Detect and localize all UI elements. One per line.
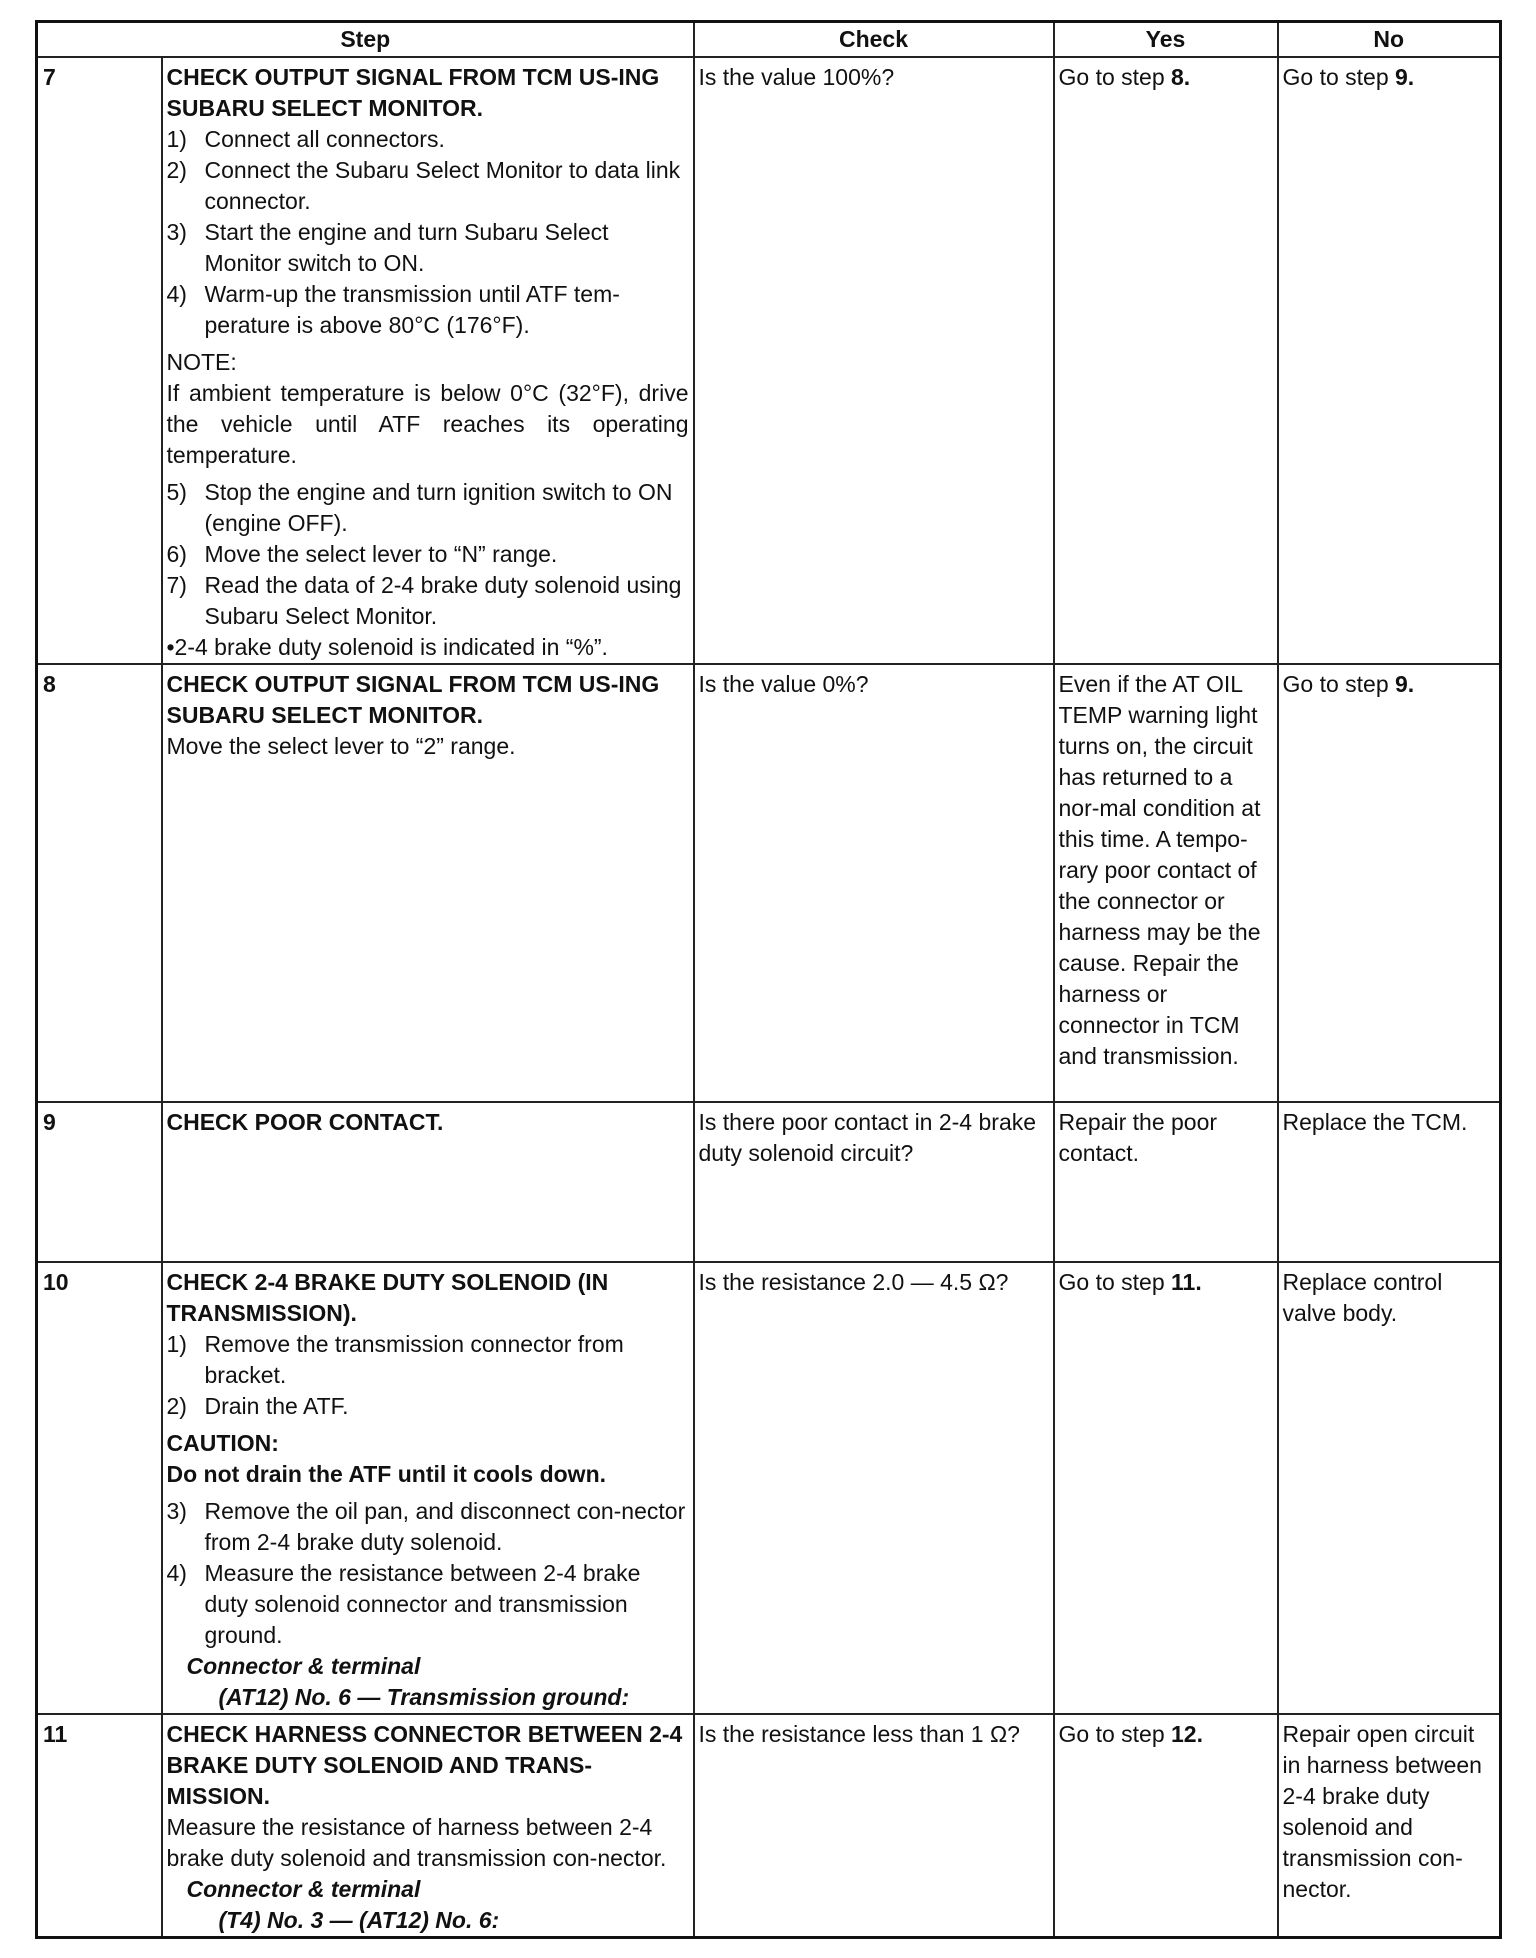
connector-label: Connector & terminal [186, 1653, 421, 1679]
step-reference: 11. [1171, 1269, 1202, 1295]
yes-text: Go to step [1058, 1721, 1172, 1747]
list-number: 1) [166, 1331, 187, 1357]
step-cell [162, 1262, 694, 1714]
no-text: Go to step [1282, 671, 1396, 697]
note-label: NOTE: [166, 349, 237, 375]
caution-text: Do not drain the ATF until it cools down. [166, 1461, 607, 1487]
list-number: 4) [166, 1560, 187, 1586]
list-item [167, 124, 689, 155]
table-row-step-8 [37, 664, 1501, 1102]
no-cell: Replace control valve body. [1278, 1262, 1501, 1714]
list-text: Warm-up the transmission until ATF tem-perature is above 80°C (176°F). [204, 281, 620, 338]
list-text: Measure the resistance between 2-4 brake duty solenoid connector and transmission ground. [204, 1560, 641, 1648]
bullet-text: •2-4 brake duty solenoid is indicated in “%”. [166, 634, 608, 660]
header-row [37, 22, 1501, 58]
step-cell [162, 1102, 694, 1262]
header-check: Check [694, 22, 1054, 58]
yes-cell [1054, 1714, 1278, 1938]
step-reference: 8. [1171, 64, 1191, 90]
connector-value: (T4) No. 3 — (AT12) No. 6: [218, 1907, 500, 1933]
table-row-step-10 [37, 1262, 1501, 1714]
diagnostic-table [35, 20, 1502, 1939]
step-list [167, 1496, 689, 1651]
list-number: 2) [166, 1393, 187, 1419]
no-cell [1278, 664, 1501, 1102]
step-reference: 9. [1395, 671, 1415, 697]
caution-label: CAUTION: [166, 1430, 279, 1456]
check-cell: Is the value 100%? [694, 57, 1054, 664]
list-number: 7) [166, 572, 187, 598]
connector-label: Connector & terminal [186, 1876, 421, 1902]
step-number: 7 [37, 57, 162, 664]
list-number: 1) [166, 126, 187, 152]
list-item [167, 477, 689, 539]
no-cell: Repair open circuit in harness between 2-4 brake duty solenoid and transmission con-nector. [1278, 1714, 1501, 1938]
step-body: Move the select lever to “2” range. [166, 733, 516, 759]
step-reference: 9. [1395, 64, 1415, 90]
list-text: Start the engine and turn Subaru Select Monitor switch to ON. [204, 219, 609, 276]
yes-cell [1054, 57, 1278, 664]
step-number: 11 [37, 1714, 162, 1938]
step-list [167, 1329, 689, 1422]
yes-cell: Even if the AT OIL TEMP warning light turns on, the circuit has returned to a nor-mal condition at this time. A tempo-rary poor contact of the connector or harness may be the cause. Repair the harness or connector in TCM and transmission. [1054, 664, 1278, 1102]
yes-cell [1054, 1262, 1278, 1714]
step-body: Measure the resistance of harness between 2-4 brake duty solenoid and transmission con-nector. [166, 1814, 667, 1871]
list-item [167, 155, 689, 217]
step-title: CHECK HARNESS CONNECTOR BETWEEN 2-4 BRAKE DUTY SOLENOID AND TRANS-MISSION. [166, 1721, 683, 1809]
check-cell: Is the resistance less than 1 Ω? [694, 1714, 1054, 1938]
list-item [167, 217, 689, 279]
step-list [167, 477, 689, 632]
step-title: CHECK POOR CONTACT. [166, 1109, 444, 1135]
no-cell [1278, 57, 1501, 664]
check-cell: Is the value 0%? [694, 664, 1054, 1102]
table-row-step-11 [37, 1714, 1501, 1938]
no-cell: Replace the TCM. [1278, 1102, 1501, 1262]
step-number: 9 [37, 1102, 162, 1262]
list-item [167, 1329, 689, 1391]
step-title: CHECK OUTPUT SIGNAL FROM TCM US-ING SUBARU SELECT MONITOR. [166, 64, 660, 121]
list-text: Move the select lever to “N” range. [204, 541, 558, 567]
no-text: Go to step [1282, 64, 1396, 90]
list-text: Read the data of 2-4 brake duty solenoid using Subaru Select Monitor. [204, 572, 682, 629]
list-text: Drain the ATF. [204, 1393, 349, 1419]
list-number: 4) [166, 281, 187, 307]
connector-value: (AT12) No. 6 — Transmission ground: [218, 1684, 630, 1710]
step-title: CHECK OUTPUT SIGNAL FROM TCM US-ING SUBARU SELECT MONITOR. [166, 671, 660, 728]
list-number: 6) [166, 541, 187, 567]
step-list [167, 124, 689, 341]
step-cell [162, 1714, 694, 1938]
check-cell: Is there poor contact in 2-4 brake duty solenoid circuit? [694, 1102, 1054, 1262]
list-number: 5) [166, 479, 187, 505]
list-text: Stop the engine and turn ignition switch to ON (engine OFF). [204, 479, 673, 536]
step-number: 10 [37, 1262, 162, 1714]
list-text: Connect the Subaru Select Monitor to data link connector. [204, 157, 681, 214]
yes-text: Go to step [1058, 64, 1172, 90]
list-number: 3) [166, 1498, 187, 1524]
step-reference: 12. [1171, 1721, 1203, 1747]
note-text: If ambient temperature is below 0°C (32°F), drive the vehicle until ATF reaches its operating temperature. [166, 380, 689, 468]
list-text: Remove the transmission connector from bracket. [204, 1331, 624, 1388]
yes-cell: Repair the poor contact. [1054, 1102, 1278, 1262]
list-number: 3) [166, 219, 187, 245]
step-cell [162, 664, 694, 1102]
table-row-step-7 [37, 57, 1501, 664]
check-cell: Is the resistance 2.0 — 4.5 Ω? [694, 1262, 1054, 1714]
table-row-step-9 [37, 1102, 1501, 1262]
list-text: Connect all connectors. [204, 126, 445, 152]
header-no: No [1278, 22, 1501, 58]
list-number: 2) [166, 157, 187, 183]
header-yes: Yes [1054, 22, 1278, 58]
list-text: Remove the oil pan, and disconnect con-nector from 2-4 brake duty solenoid. [204, 1498, 686, 1555]
list-item [167, 1496, 689, 1558]
list-item [167, 570, 689, 632]
list-item [167, 539, 689, 570]
step-title: CHECK 2-4 BRAKE DUTY SOLENOID (IN TRANSMISSION). [166, 1269, 609, 1326]
header-step: Step [37, 22, 694, 58]
yes-text: Go to step [1058, 1269, 1172, 1295]
list-item [167, 1391, 689, 1422]
step-number: 8 [37, 664, 162, 1102]
list-item [167, 1558, 689, 1651]
step-cell [162, 57, 694, 664]
list-item [167, 279, 689, 341]
